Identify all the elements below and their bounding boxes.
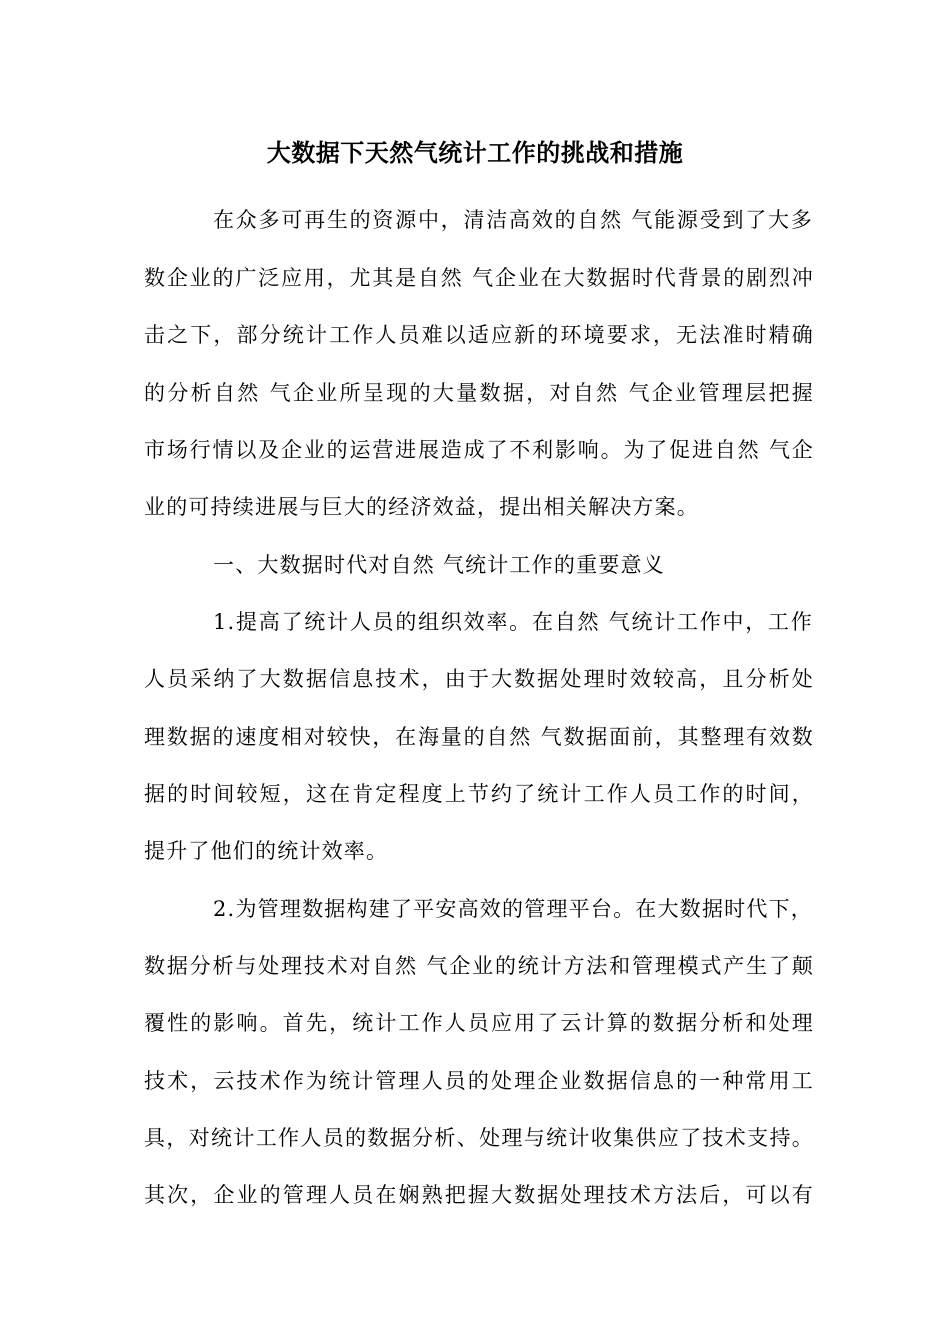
paragraph-line: 1.提高了统计人员的组织效率。在自然 气统计工作中，工作 <box>213 610 813 634</box>
paragraph-line: 其次，企业的管理人员在娴熟把握大数据处理技术方法后，可以有 <box>144 1183 814 1207</box>
paragraph-line: 击之下，部分统计工作人员难以适应新的环境要求，无法准时精确 <box>144 323 814 347</box>
paragraph-line: 提升了他们的统计效率。 <box>144 839 389 863</box>
paragraph-line: 具，对统计工作人员的数据分析、处理与统计收集供应了技术支持。 <box>144 1126 814 1150</box>
paragraph-line: 据的时间较短，这在肯定程度上节约了统计工作人员工作的时间， <box>144 782 814 806</box>
paragraph-line: 数据分析与处理技术对自然 气企业的统计方法和管理模式产生了颠 <box>144 954 814 978</box>
paragraph-line: 市场行情以及企业的运营进展造成了不利影响。为了促进自然 气企 <box>144 438 814 462</box>
paragraph-line: 的分析自然 气企业所呈现的大量数据，对自然 气企业管理层把握 <box>144 381 814 405</box>
paragraph-line: 业的可持续进展与巨大的经济效益，提出相关解决方案。 <box>144 495 699 519</box>
paragraph-line: 2.为管理数据构建了平安高效的管理平台。在大数据时代下， <box>213 897 813 921</box>
paragraph-line: 技术，云技术作为统计管理人员的处理企业数据信息的一种常用工 <box>144 1069 814 1093</box>
paragraph-line: 数企业的广泛应用，尤其是自然 气企业在大数据时代背景的剧烈冲 <box>144 266 814 290</box>
document-title: 大数据下天然气统计工作的挑战和措施 <box>266 138 684 167</box>
section-heading: 一、大数据时代对自然 气统计工作的重要意义 <box>213 553 665 577</box>
paragraph-line: 理数据的速度相对较快，在海量的自然 气数据面前，其整理有效数 <box>144 725 814 749</box>
paragraph-line: 覆性的影响。首先，统计工作人员应用了云计算的数据分析和处理 <box>144 1011 814 1035</box>
paragraph-line: 人员采纳了大数据信息技术，由于大数据处理时效较高，且分析处 <box>144 667 814 691</box>
paragraph-line: 在众多可再生的资源中，清洁高效的自然 气能源受到了大多 <box>213 208 813 232</box>
